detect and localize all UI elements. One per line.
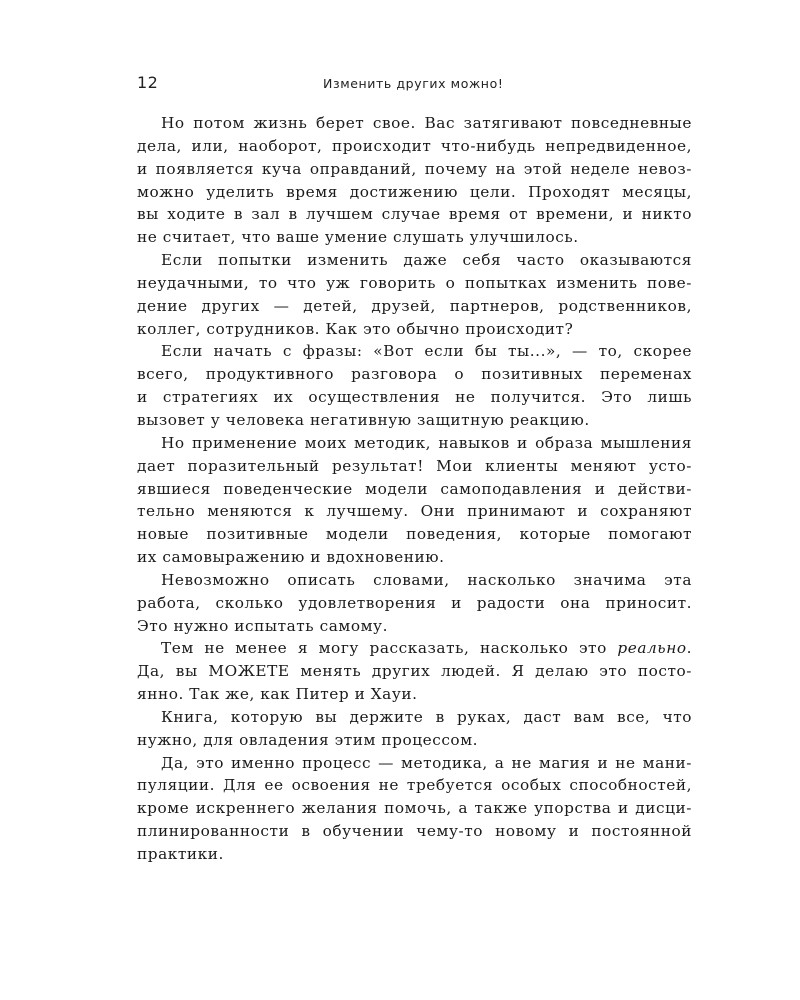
text-line: дела, или, наоборот, происходит что-нибудь непредвиденное, (137, 136, 692, 155)
text-line: не считает, что ваше умение слушать улучшилось. (137, 228, 579, 247)
text-line: Если попытки изменить даже себя часто оказываются (161, 251, 692, 270)
text-line: нужно, для овладения этим процессом. (137, 730, 479, 749)
text-line: и стратегиях их осуществления не получится. Это лишь (137, 388, 692, 407)
text-line: неудачными, то что уж говорить о попытках изменить пове- (137, 273, 692, 292)
paragraph (137, 569, 692, 638)
text-run: Тем не менее я могу рассказать, насколько это (161, 639, 618, 658)
text-line: Невозможно описать словами, насколько значима эта (161, 570, 692, 589)
text-line: новые позитивные модели поведения, которые помогают (137, 525, 692, 544)
text-line: можно уделить время достижению цели. Проходят месяцы, (137, 182, 692, 201)
text-line: вы ходите в зал в лучшем случае время от времени, и никто (137, 205, 692, 224)
text-line: и появляется куча оправданий, почему на этой неделе невоз- (137, 159, 692, 178)
text-line: всего, продуктивного разговора о позитивных переменах (137, 365, 692, 384)
running-header (137, 73, 692, 97)
paragraph (137, 752, 692, 866)
text-line: Но потом жизнь берет свое. Вас затягивают повседневные (161, 114, 692, 132)
text-line: коллег, сотрудников. Как это обычно происходит? (137, 319, 574, 338)
text-line: дает поразительный результат! Мои клиенты меняют усто- (137, 456, 692, 475)
page-number: 12 (137, 73, 159, 92)
text-line: работа, сколько удовлетворения и радости она приносит. (137, 593, 692, 612)
text-run: . (686, 639, 692, 658)
paragraph (137, 112, 692, 249)
text-line: пуляции. Для ее освоения не требуется особых способностей, (137, 776, 692, 795)
text-line: Это нужно испытать самому. (137, 616, 388, 635)
running-title: Изменить других можно! (323, 76, 504, 91)
text-line: вызовет у человека негативную защитную реакцию. (137, 410, 590, 429)
paragraph (137, 637, 692, 706)
text-line: янно. Так же, как Питер и Хауи. (137, 685, 418, 704)
text-line: Да, это именно процесс — методика, а не магия и не мани- (161, 753, 692, 772)
text-line: Книга, которую вы держите в руках, даст вам все, что (161, 707, 692, 726)
paragraph (137, 706, 692, 752)
paragraph (137, 249, 692, 340)
text-line: плинированности в обучении чему-то новому и постоянной (137, 822, 692, 841)
text-line: тельно меняются к лучшему. Они принимают и сохраняют (137, 502, 692, 521)
text-line: Да, вы МОЖЕТЕ менять других людей. Я делаю это посто- (137, 662, 692, 681)
text-line: дение других — детей, друзей, партнеров, родственников, (137, 296, 692, 315)
text-line: явшиеся поведенческие модели самоподавления и действи- (137, 479, 692, 498)
paragraph (137, 432, 692, 569)
text-line: Но применение моих методик, навыков и образа мышления (161, 433, 692, 452)
text-line: их самовыражению и вдохновению. (137, 548, 445, 567)
paragraph (137, 340, 692, 431)
text-line: кроме искреннего желания помочь, а также упорства и дисци- (137, 799, 692, 818)
text-line: практики. (137, 845, 224, 863)
emphasized-word: реально (617, 639, 687, 658)
text-line (137, 637, 692, 660)
text-line: Если начать с фразы: «Вот если бы ты...», — то, скорее (161, 342, 692, 361)
body-text (137, 112, 692, 866)
